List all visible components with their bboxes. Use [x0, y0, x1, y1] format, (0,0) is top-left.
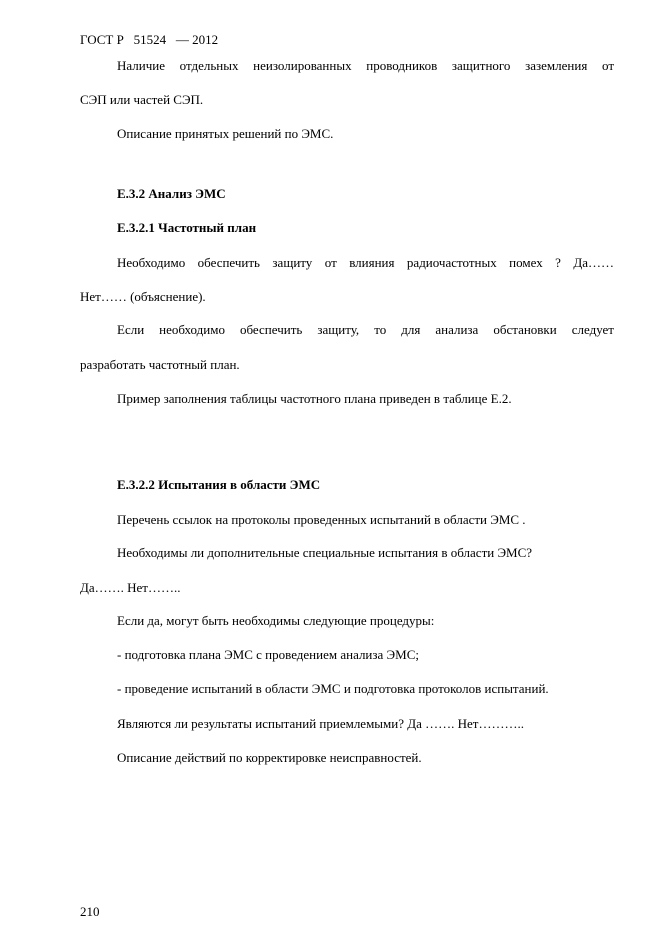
- paragraph: Описание принятых решений по ЭМС.: [117, 126, 334, 141]
- section-heading: Е.3.2 Анализ ЭМС: [117, 186, 226, 201]
- list-item: - подготовка плана ЭМС с проведением анализа ЭМС;: [117, 647, 419, 662]
- page-number: 210: [80, 904, 100, 919]
- paragraph-line: разработать частотный план.: [80, 357, 240, 372]
- paragraph-line: Нет…… (объяснение).: [80, 289, 206, 304]
- paragraph-line: Наличие отдельных неизолированных проводников защитного заземления от: [117, 58, 614, 73]
- paragraph-line: Необходимы ли дополнительные специальные испытания в области ЭМС?: [117, 545, 533, 560]
- subsection-heading: Е.3.2.1 Частотный план: [117, 220, 257, 235]
- paragraph-line: Да……. Нет……..: [80, 580, 181, 595]
- list-item: - проведение испытаний в области ЭМС и подготовка протоколов испытаний.: [117, 681, 549, 696]
- paragraph: Являются ли результаты испытаний приемлемыми? Да ……. Нет………..: [117, 716, 524, 731]
- paragraph: Перечень ссылок на протоколы проведенных испытаний в области ЭМС .: [117, 512, 526, 527]
- document-header: ГОСТ Р 51524 — 2012: [80, 32, 219, 47]
- paragraph-line: СЭП или частей СЭП.: [80, 92, 204, 107]
- paragraph: Если да, могут быть необходимы следующие процедуры:: [117, 613, 435, 628]
- paragraph-line: Если необходимо обеспечить защиту, то для анализа обстановки следует: [117, 322, 614, 337]
- paragraph-line: Необходимо обеспечить защиту от влияния радиочастотных помех ? Да……: [117, 255, 614, 270]
- subsection-heading: Е.3.2.2 Испытания в области ЭМС: [117, 477, 321, 492]
- paragraph: Пример заполнения таблицы частотного плана приведен в таблице Е.2.: [117, 391, 512, 406]
- paragraph: Описание действий по корректировке неисправностей.: [117, 750, 422, 765]
